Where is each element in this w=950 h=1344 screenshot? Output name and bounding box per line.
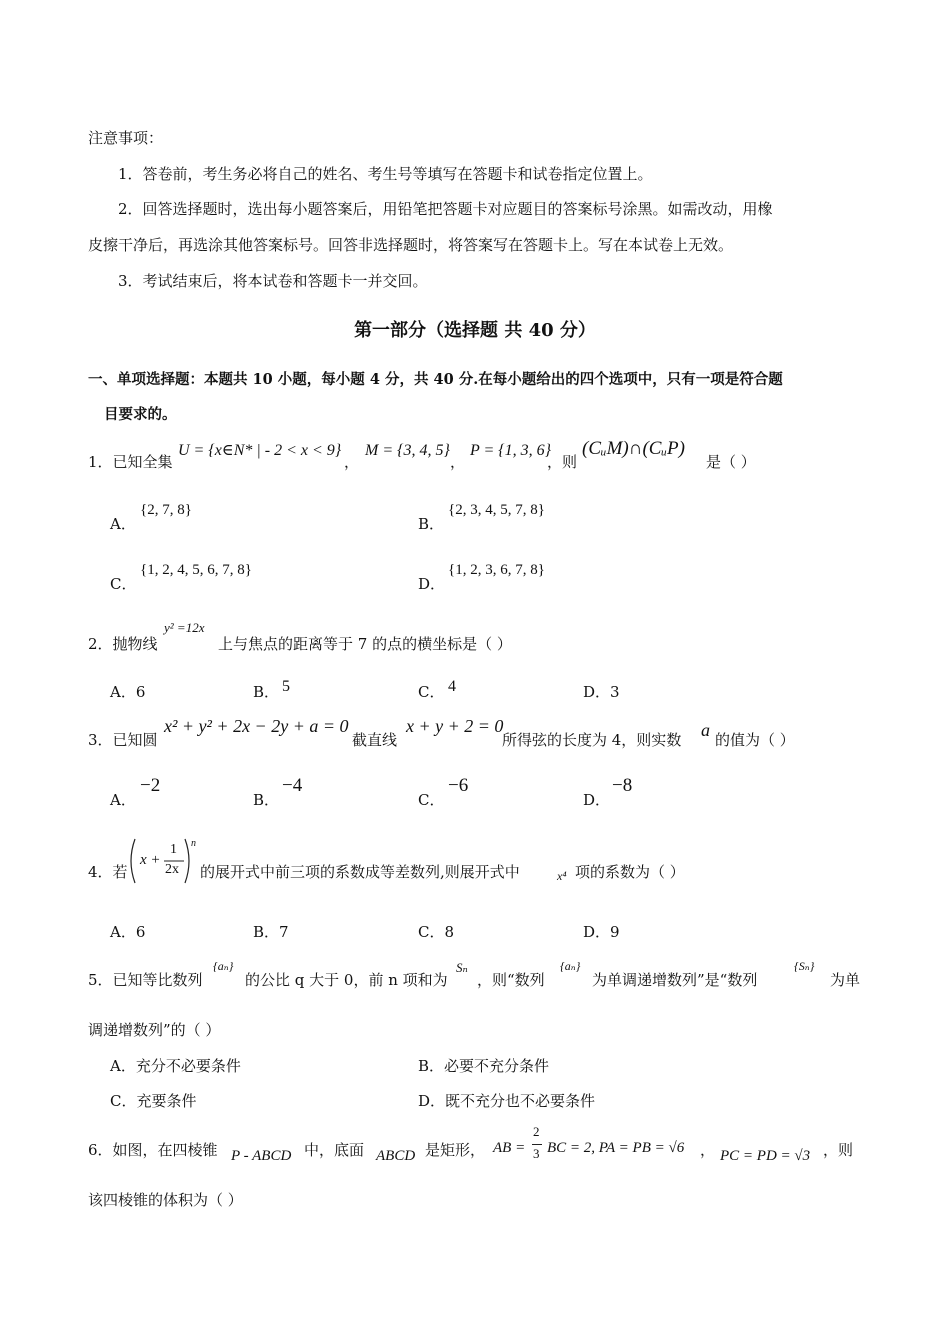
- q4-option-d: D．9: [583, 923, 620, 941]
- q1-suffix: 是（ ）: [706, 453, 756, 471]
- q2-equation: y² =12x: [164, 620, 205, 635]
- q2-option-d: D．3: [583, 683, 620, 701]
- q5-sequence-sn: {Sₙ}: [794, 959, 815, 973]
- notes-item-2b: 皮擦干净后，再选涂其他答案标号。回答非选择题时，将答案写在答题卡上。写在本试卷上无效。: [88, 236, 734, 254]
- q1-set-p: P = {1, 3, 6}: [470, 442, 552, 459]
- q3-var-a: a: [701, 720, 710, 740]
- q3-prefix: 3．已知圆: [88, 731, 158, 749]
- q5-sum-sn: Sₙ: [456, 960, 468, 975]
- q6-fraction-den: 3: [533, 1146, 540, 1161]
- q2-option-c-label: C．: [418, 683, 445, 701]
- q6-prefix: 6．如图，在四棱锥: [88, 1141, 218, 1159]
- q3-option-c-value: −6: [448, 775, 469, 796]
- q1-set-m: M = {3, 4, 5}: [365, 442, 450, 459]
- q1-option-a-label: A．: [110, 515, 136, 533]
- q2-option-a: A．6: [110, 683, 146, 701]
- q4-x-plus: x +: [140, 852, 161, 868]
- q1-comma-2: ，: [450, 453, 466, 471]
- q6-base: ABCD: [376, 1148, 416, 1164]
- q5-prefix: 5．已知等比数列: [88, 971, 203, 989]
- q2-option-b-label: B．: [253, 683, 280, 701]
- q1-prefix: 1．已知全集: [88, 453, 173, 471]
- q2-prefix: 2．抛物线: [88, 635, 158, 653]
- q2-suffix: 上与焦点的距离等于 7 的点的横坐标是（ ）: [218, 635, 512, 653]
- q4-exponent: n: [191, 838, 196, 849]
- q4-suffix-2: 项的系数为（ ）: [575, 863, 685, 881]
- section-heading-line2: 目要求的。: [104, 406, 177, 423]
- q6-mid-2: 是矩形，: [425, 1141, 486, 1159]
- q3-suffix-2: 的值为（ ）: [715, 731, 795, 749]
- q3-option-b-value: −4: [282, 775, 303, 796]
- q5-mid-3: 为单调递增数列”是“数列: [592, 971, 758, 989]
- q4-prefix: 4．若: [88, 863, 128, 881]
- q6-pyramid: P - ABCD: [231, 1148, 292, 1164]
- q1-option-d-value: {1, 2, 3, 6, 7, 8}: [448, 562, 545, 578]
- q5-option-b: B．必要不充分条件: [418, 1057, 550, 1075]
- q6-mid-1: 中，底面: [304, 1141, 365, 1159]
- q3-line-equation: x + y + 2 = 0: [406, 716, 504, 736]
- q6-fraction: [532, 1124, 544, 1168]
- q3-option-d-value: −8: [612, 775, 633, 796]
- q1-comma-1: ，: [344, 453, 360, 471]
- notes-item-3: 3．考试结束后，将本试卷和答题卡一并交回。: [118, 272, 428, 290]
- q5-option-c: C．充要条件: [110, 1092, 197, 1110]
- q6-comma: ，: [700, 1141, 716, 1159]
- q2-option-c-value: 4: [448, 678, 456, 695]
- q4-suffix-1: 的展开式中前三项的系数成等差数列,则展开式中: [200, 863, 520, 881]
- q3-option-c-label: C．: [418, 791, 445, 809]
- q5-mid-2: ，则“数列: [477, 971, 545, 989]
- q1-expression: (CᵤM)∩(CᵤP): [582, 438, 685, 459]
- q6-ab-right: BC = 2, PA = PB = √6: [547, 1140, 685, 1156]
- q1-option-d-label: D．: [418, 575, 446, 593]
- q1-option-b-label: B．: [418, 515, 445, 533]
- q6-fraction-num: 2: [533, 1124, 540, 1139]
- q4-option-a: A．6: [110, 923, 146, 941]
- notes-item-1: 1．答卷前，考生务必将自己的姓名、考生号等填写在答题卡和试卷指定位置上。: [118, 165, 653, 183]
- q1-option-b-value: {2, 3, 4, 5, 7, 8}: [448, 502, 545, 518]
- q3-option-a-label: A．: [110, 791, 136, 809]
- notes-item-2a: 2．回答选择题时，选出每小题答案后，用铅笔把答题卡对应题目的答案标号涂黑。如需改动，用橡: [118, 200, 773, 218]
- q1-option-a-value: {2, 7, 8}: [140, 502, 192, 518]
- q6-ab-left: AB =: [493, 1140, 526, 1156]
- q5-mid-1: 的公比 q 大于 0，前 n 项和为: [245, 971, 448, 989]
- q1-option-c-value: {1, 2, 4, 5, 6, 7, 8}: [140, 562, 252, 578]
- q4-term: x⁴: [557, 869, 567, 883]
- q3-mid: 截直线: [352, 731, 398, 749]
- q6-line-2: 该四棱锥的体积为（ ）: [88, 1191, 243, 1209]
- q6-pc-pd: PC = PD = √3: [720, 1148, 811, 1164]
- q5-sequence-an: {aₙ}: [213, 959, 234, 973]
- q1-option-c-label: C．: [110, 575, 137, 593]
- q3-option-d-label: D．: [583, 791, 611, 809]
- q4-binomial: [128, 836, 194, 886]
- q6-fraction-bar: [532, 1144, 542, 1145]
- q5-option-d: D．既不充分也不必要条件: [418, 1092, 596, 1110]
- notes-heading: 注意事项：: [88, 129, 164, 147]
- q4-numerator: 1: [170, 842, 177, 857]
- section-heading-line1: 一、单项选择题：本题共 10 小题，每小题 4 分，共 40 分.在每小题给出的四个选项中，只有一项是符合题: [88, 371, 783, 388]
- q6-suffix: ，则: [823, 1141, 854, 1159]
- q4-parentheses: [128, 836, 194, 886]
- q4-option-b: B．7: [253, 923, 289, 941]
- q5-sequence-an-2: {aₙ}: [560, 959, 581, 973]
- q5-option-a: A．充分不必要条件: [110, 1057, 241, 1075]
- q1-set-u: U = {x∈N* | - 2 < x < 9}: [178, 442, 342, 459]
- q5-line-2: 调递增数列”的（ ）: [88, 1021, 221, 1039]
- part-title: 第一部分（选择题 共 40 分）: [354, 320, 596, 341]
- q2-option-b-value: 5: [282, 678, 290, 695]
- q1-mid: ，则: [547, 453, 578, 471]
- q4-denominator: 2x: [165, 862, 179, 877]
- q3-option-a-value: −2: [140, 775, 161, 796]
- q3-circle-equation: x² + y² + 2x − 2y + a = 0: [164, 716, 349, 736]
- q4-option-c: C．8: [418, 923, 455, 941]
- q3-suffix-1: 所得弦的长度为 4，则实数: [502, 731, 682, 749]
- q5-suffix: 为单: [830, 971, 861, 989]
- q3-option-b-label: B．: [253, 791, 280, 809]
